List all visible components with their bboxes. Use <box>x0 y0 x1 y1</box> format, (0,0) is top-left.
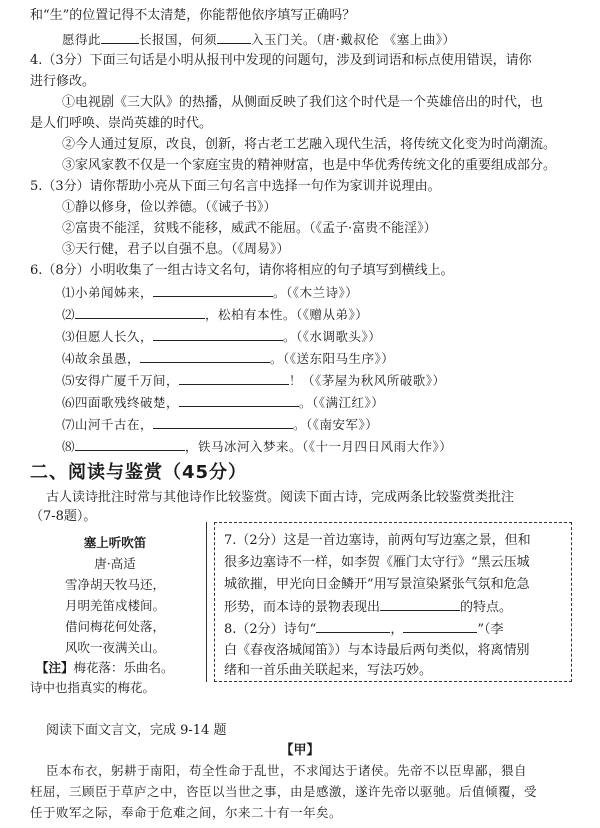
poem-note <box>30 658 200 678</box>
q6-pre: ⑹四面歌残终破楚， <box>62 395 180 410</box>
q8-line: 绪和一首乐曲关联起来，写法巧妙。 <box>224 663 433 678</box>
question-5: 5.（3分）请你帮助小亮从下面三句名言中选择一句作为家训并说理由。 <box>30 179 441 194</box>
answer-blank[interactable] <box>403 619 477 633</box>
question-4: 4.（3分）下面三句话是小明从报刊中发现的问题句，涉及到词语和标点使用错误，请你 <box>30 53 532 68</box>
q6-item <box>62 349 394 368</box>
q6-item <box>62 415 378 434</box>
answer-blank[interactable] <box>316 619 390 633</box>
q8-pre: 8.（2分）诗句“ <box>224 622 317 637</box>
text-line: 和“生”的位置记得不太清楚，你能帮他依序填写正确吗？ <box>30 8 356 23</box>
poem-fill-c: 入玉门关。（唐·戴叔伦 《塞上曲》） <box>251 32 456 47</box>
read-intro: 阅读下面文言文，完成 9-14 题 <box>46 723 227 738</box>
question-6: 6.（8分）小明收集了一组古诗文名句，请你将相应的句子填写到横线上。 <box>30 263 454 278</box>
q6-pre: ⑶但愿人长久， <box>62 329 154 344</box>
note-label: 【注】 <box>36 660 74 675</box>
divider <box>206 522 207 682</box>
poem-line: 借问梅花何处落， <box>64 619 165 634</box>
intro-line: （7-8题）。 <box>30 509 97 524</box>
q7-pre: 形势，而本诗的景物表现出 <box>224 600 381 615</box>
q6-post: ！（《茅屋为秋风所破歌》） <box>289 373 446 388</box>
q6-item <box>62 283 358 302</box>
q6-post: 。（《满江红》） <box>299 395 385 410</box>
q7-line: 城欲摧，甲光向日金鳞开”用写景渲染紧张气氛和危急 <box>224 577 530 592</box>
q6-post: 。（《木兰诗》） <box>273 285 359 300</box>
poem-block <box>30 532 200 698</box>
text-line: 进行修改。 <box>30 74 96 89</box>
q6-pre: ⑺山河千古在， <box>62 417 154 432</box>
sentence-3: ③家风家教不仅是一个家庭宝贵的精神财富，也是中华优秀传统文化的重要组成部分。 <box>62 158 557 173</box>
sentence-2: ②今人通过复原，改良，创新，将古老工艺融入现代生活，将传统文化变为时尚潮流。 <box>62 137 557 152</box>
q7-post: 的特点。 <box>460 600 513 615</box>
q6-post: 。（《南安军》） <box>293 417 379 432</box>
poem-fill-line <box>62 30 455 49</box>
q6-pre: ⑻ <box>62 439 76 454</box>
q8-post: ”（李 <box>477 622 504 637</box>
answer-blank[interactable] <box>217 30 251 44</box>
q6-pre: ⑷故余虽愚， <box>62 351 141 366</box>
q6-item <box>62 371 446 390</box>
section-title: 二、阅读与鉴赏（45分） <box>30 462 248 483</box>
q6-item <box>62 305 368 324</box>
sentence-1: ①电视剧《三大队》的热播，从侧面反映了我们这个时代是一个英雄倍出的时代，也 <box>62 95 544 110</box>
poem-fill-a: 愿得此 <box>62 32 102 47</box>
q8-line: 白《春夜洛城闻笛》）与本诗最后两句类似，将离情别 <box>224 643 530 658</box>
answer-blank[interactable] <box>140 349 270 363</box>
poem-author: 唐·高适 <box>94 556 136 571</box>
motto-3: ③天行健，君子以自强不息。（《周易》） <box>62 242 290 257</box>
poem-note-cont: 诗中也指真实的梅花。 <box>30 680 156 695</box>
intro-line: 古人读诗批注时常与其他诗作比较鉴赏。阅读下面古诗，完成两条比较鉴赏类批注 <box>46 490 515 505</box>
motto-1: ①静以修身，俭以养德。（《诫子书》） <box>62 200 277 215</box>
q8-line <box>224 619 504 641</box>
q8-mid: ， <box>390 622 404 637</box>
classical-line: 臣本布衣，躬耕于南阳，苟全性命于乱世，不求闻达于诸侯。先帝不以臣卑鄙，猥自 <box>46 763 528 778</box>
classical-line: 枉屈，三顾臣于草庐之中，咨臣以当世之事，由是感激，遂许先帝以驱驰。后值倾覆，受 <box>30 784 538 799</box>
q6-post: ，铁马冰河入梦来。（《十一月四日风雨大作》） <box>185 439 453 454</box>
poem-fill-b: 长报国，何须 <box>139 32 218 47</box>
answer-blank[interactable] <box>75 437 185 451</box>
answer-blank[interactable] <box>153 415 293 429</box>
classical-line: 任于败军之际，奉命于危难之间，尔来二十有一年矣。 <box>30 805 343 820</box>
q7-line: 很多边塞诗不一样，如李贺《雁门太守行》“黑云压城 <box>224 555 530 570</box>
q6-post: ，松柏有本性。（《赠从弟》） <box>205 307 369 322</box>
q6-item <box>62 437 452 456</box>
poem-line: 雪净胡天牧马还， <box>64 577 165 592</box>
text-line: 是人们呼唤、崇尚英雄的时代。 <box>30 116 213 131</box>
answer-blank[interactable] <box>380 597 460 611</box>
answer-blank[interactable] <box>101 30 139 44</box>
q6-item <box>62 393 384 412</box>
poem-line: 月明羌笛戍楼间。 <box>64 598 165 613</box>
answer-blank[interactable] <box>153 283 273 297</box>
poem-title: 塞上听吹笛 <box>83 535 147 550</box>
question-box <box>214 522 572 682</box>
q6-pre: ⑴小弟闻姊来， <box>62 285 154 300</box>
answer-blank[interactable] <box>179 393 299 407</box>
answer-blank[interactable] <box>153 327 283 341</box>
q6-post: 。（《送东阳马生序》） <box>270 351 395 366</box>
motto-2: ②富贵不能淫，贫贱不能移，威武不能屈。（《孟子·富贵不能淫》） <box>62 221 437 236</box>
poem-line: 风吹一夜满关山。 <box>64 640 165 655</box>
q7-line <box>224 597 512 619</box>
q6-post: 。（《水调歌头》） <box>283 329 382 344</box>
q7-line: 7.（2分）这是一首边塞诗，前两句写边塞之景，但和 <box>224 533 531 548</box>
passage-label: 【甲】 <box>280 743 320 758</box>
note-text: 梅花落：乐曲名。 <box>73 660 174 675</box>
q6-pre: ⑵ <box>62 307 76 322</box>
q6-item <box>62 327 381 346</box>
answer-blank[interactable] <box>75 305 205 319</box>
answer-blank[interactable] <box>179 371 289 385</box>
q6-pre: ⑸安得广厦千万间， <box>62 373 180 388</box>
